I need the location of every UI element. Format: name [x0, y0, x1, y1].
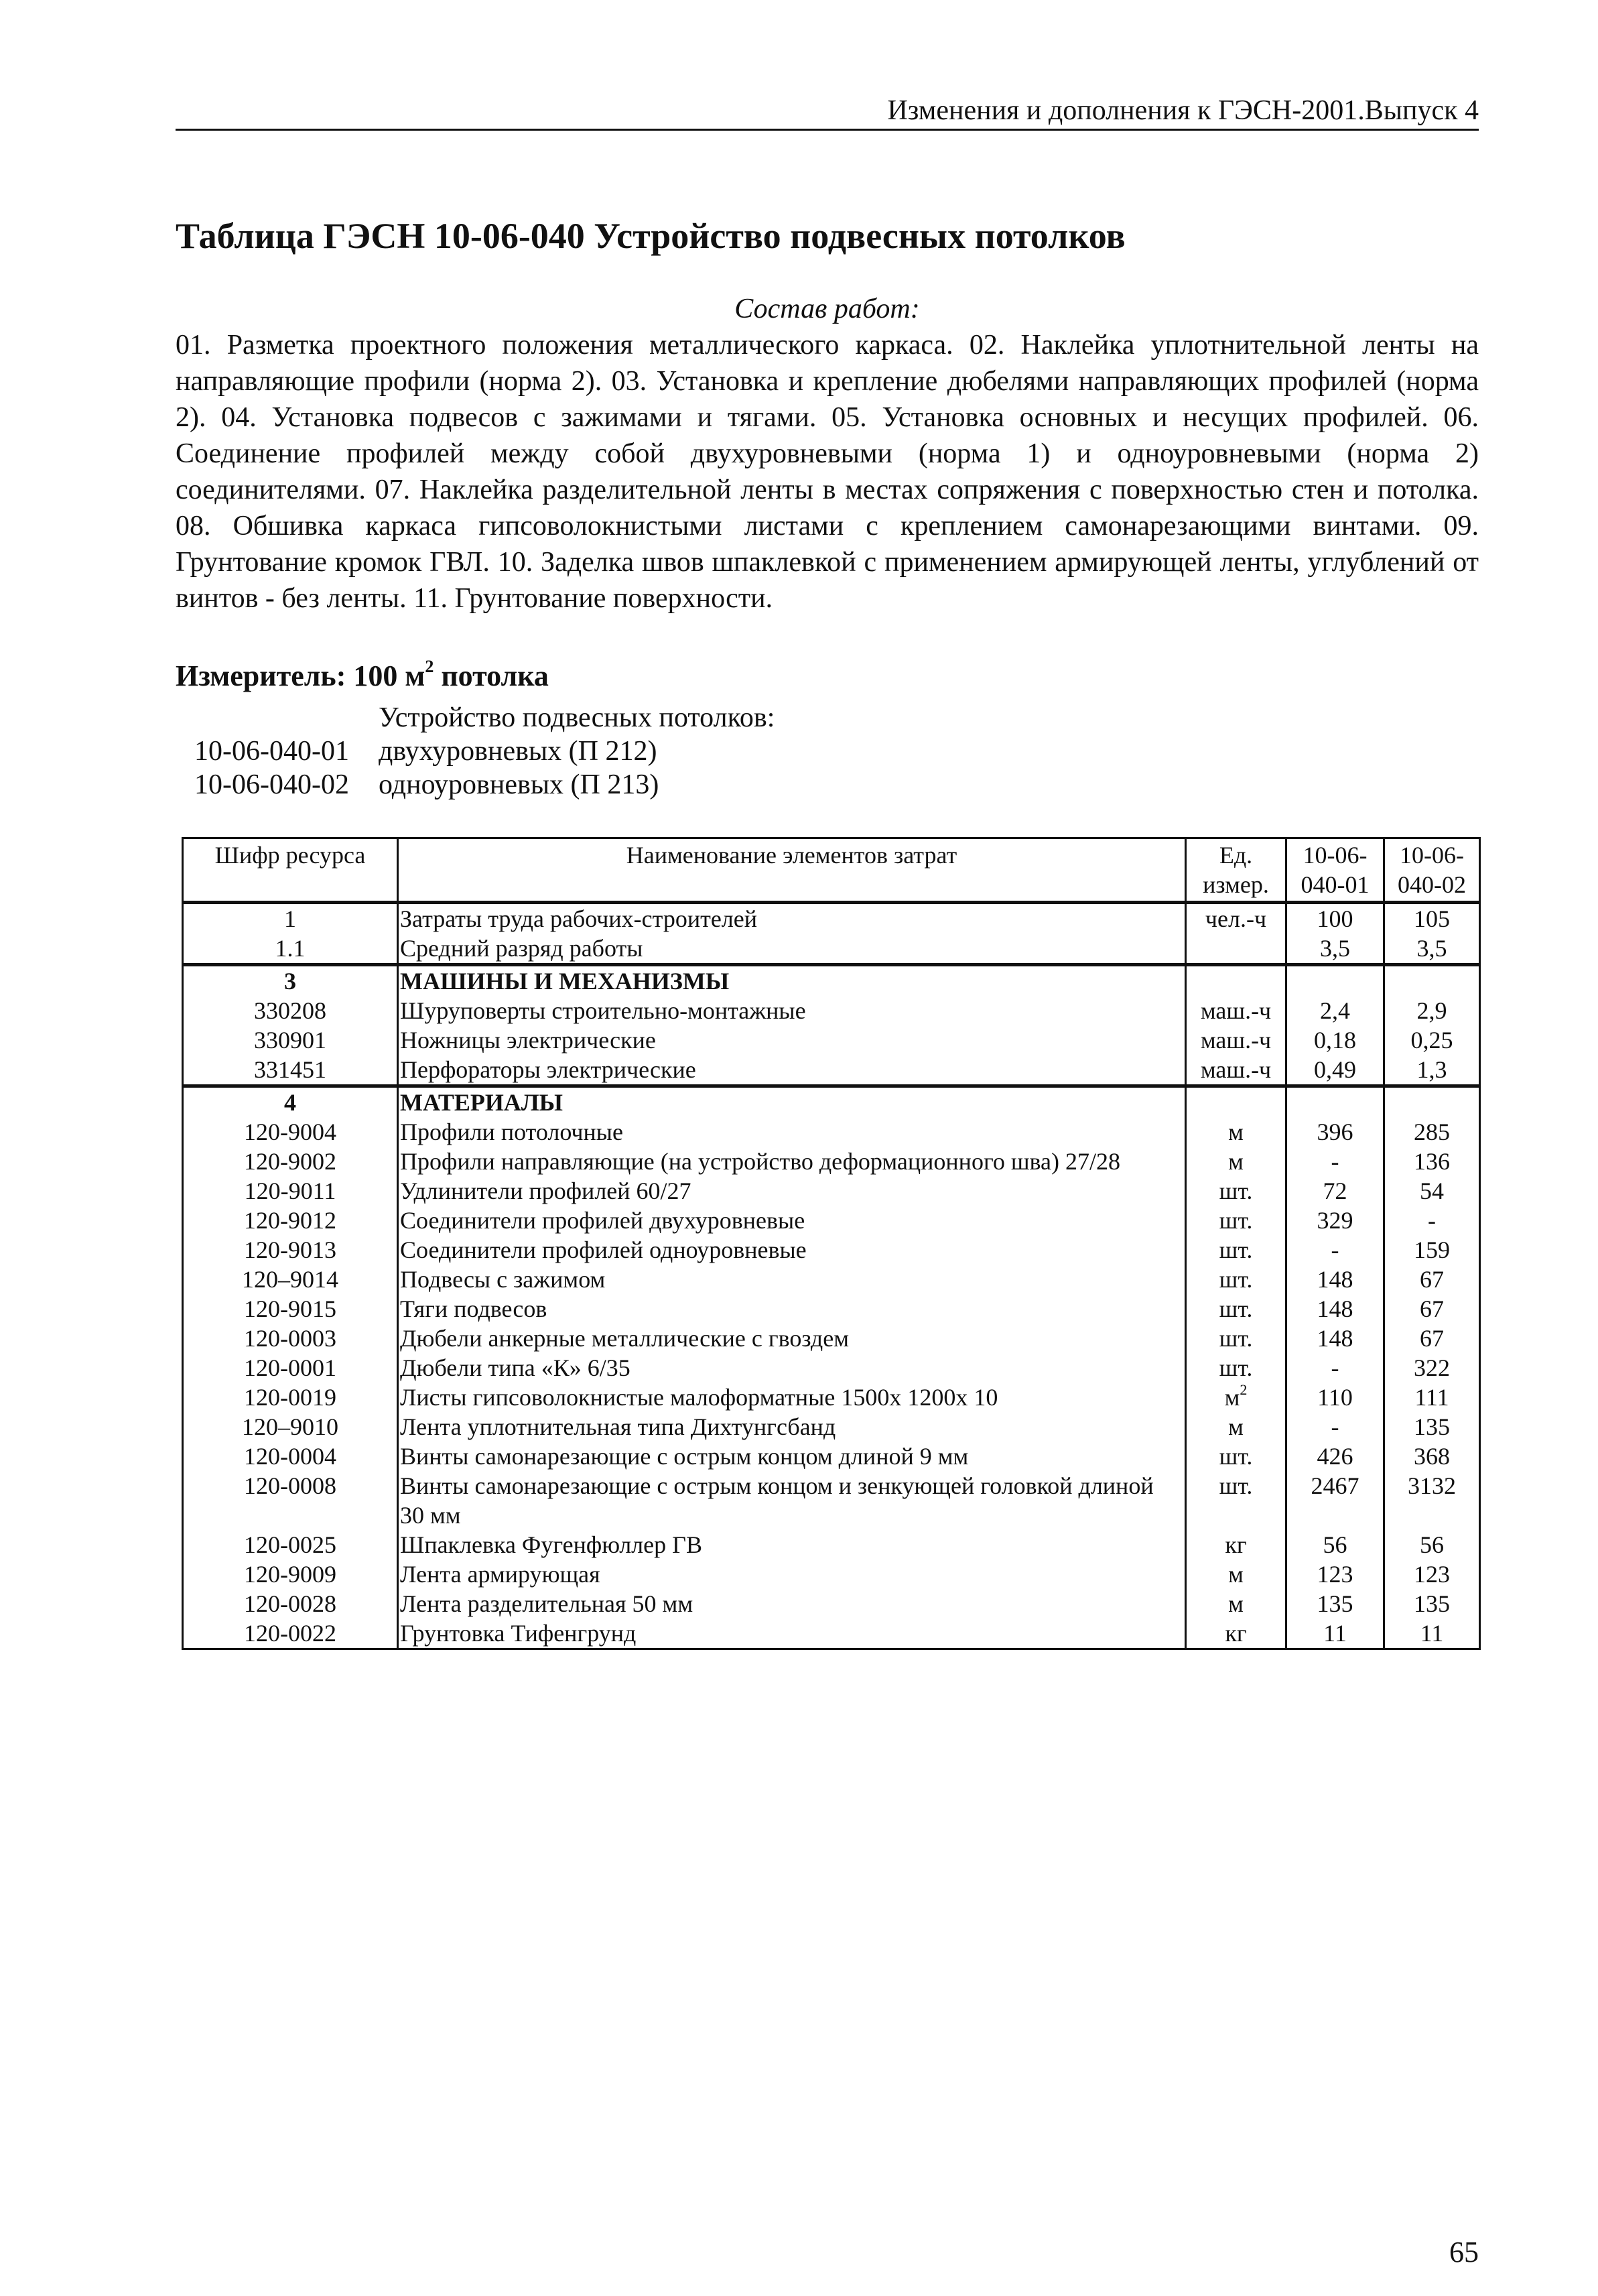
cost-element-name-cell: Лента армирующая: [398, 1559, 1186, 1589]
page-number: 65: [1449, 2236, 1479, 2269]
table-row: [183, 1559, 1480, 1589]
norm-02-value-cell: 136: [1384, 1147, 1480, 1176]
table-row: [183, 1294, 1480, 1324]
cost-element-name-cell: Затраты труда рабочих-строителей: [398, 903, 1186, 934]
cost-element-name-cell: Соединители профилей двухуровневые: [398, 1206, 1186, 1235]
resource-table: [182, 837, 1481, 1650]
table-row: [183, 1442, 1480, 1471]
table-row: [183, 1025, 1480, 1055]
unit-cell: чел.-ч: [1186, 903, 1286, 934]
cost-element-name-cell: Дюбели типа «К» 6/35: [398, 1353, 1186, 1383]
unit-cell: маш.-ч: [1186, 1055, 1286, 1086]
norm-01-value-cell: 148: [1286, 1324, 1384, 1353]
cost-element-name-cell: Шуруповерты строительно-монтажные: [398, 996, 1186, 1025]
unit-cell: м: [1186, 1589, 1286, 1618]
work-composition-heading: Состав работ:: [734, 294, 920, 324]
cost-element-name-cell: Ножницы электрические: [398, 1025, 1186, 1055]
norm-02-value-cell: 159: [1384, 1235, 1480, 1265]
resource-code-cell: 120-0008: [183, 1471, 398, 1530]
norm-02-value-cell: 67: [1384, 1324, 1480, 1353]
resource-code-cell: 120-0028: [183, 1589, 398, 1618]
norm-01-value-cell: 135: [1286, 1589, 1384, 1618]
meter-suffix: потолка: [434, 659, 549, 692]
unit-text: м: [1224, 1384, 1240, 1411]
unit-cell: кг: [1186, 1618, 1286, 1649]
cost-element-name-cell: Дюбели анкерные металлические с гвоздем: [398, 1324, 1186, 1353]
resource-code-cell: 1.1: [183, 934, 398, 965]
norm-02-value-cell: 67: [1384, 1294, 1480, 1324]
norm-02-value-cell: 56: [1384, 1530, 1480, 1559]
table-row: [183, 1471, 1480, 1530]
resource-code-cell: 330901: [183, 1025, 398, 1055]
norm-01-value-cell: 396: [1286, 1117, 1384, 1147]
unit-cell: шт.: [1186, 1265, 1286, 1294]
unit-cell: шт.: [1186, 1442, 1286, 1471]
cost-element-name-cell: Подвесы с зажимом: [398, 1265, 1186, 1294]
table-row: [183, 1324, 1480, 1353]
norm-02-value-cell: 285: [1384, 1117, 1480, 1147]
table-row: [183, 1235, 1480, 1265]
norm-02-value-cell: 111: [1384, 1383, 1480, 1412]
table-row: [183, 1176, 1480, 1206]
unit-cell: [1186, 934, 1286, 965]
norm-name: двухуровневых (П 212): [379, 736, 657, 767]
unit-cell: [1186, 1383, 1286, 1412]
table-row: [183, 1589, 1480, 1618]
table-row: [183, 1206, 1480, 1235]
cost-element-name-cell: Лента уплотнительная типа Дихтунгсбанд: [398, 1412, 1186, 1442]
unit-cell: кг: [1186, 1530, 1286, 1559]
norm-02-value-cell: 135: [1384, 1589, 1480, 1618]
norm-name: одноуровневых (П 213): [379, 769, 659, 800]
unit-cell: [1186, 1086, 1286, 1118]
norm-01-value-cell: -: [1286, 1147, 1384, 1176]
norm-01-value-cell: 72: [1286, 1176, 1384, 1206]
norm-01-value-cell: 11: [1286, 1618, 1384, 1649]
norm-02-value-cell: 322: [1384, 1353, 1480, 1383]
cost-element-name-cell: МАТЕРИАЛЫ: [398, 1086, 1186, 1118]
unit-cell: шт.: [1186, 1176, 1286, 1206]
norm-02-value-cell: 2,9: [1384, 996, 1480, 1025]
norm-01-value-cell: 148: [1286, 1294, 1384, 1324]
table-row: [183, 1055, 1480, 1086]
norm-02-value-cell: 67: [1384, 1265, 1480, 1294]
norm-02-value-cell: 0,25: [1384, 1025, 1480, 1055]
norm-02-value-cell: 3,5: [1384, 934, 1480, 965]
table-header-row: [183, 838, 1480, 903]
cost-element-name-cell: Профили потолочные: [398, 1117, 1186, 1147]
header-resource-code: Шифр ресурса: [183, 838, 398, 903]
norm-01-value-cell: -: [1286, 1353, 1384, 1383]
unit-cell: шт.: [1186, 1206, 1286, 1235]
norm-01-value-cell: 56: [1286, 1530, 1384, 1559]
resource-code-cell: 120-9011: [183, 1176, 398, 1206]
table-row: [183, 1530, 1480, 1559]
unit-cell: [1186, 965, 1286, 997]
norm-01-value-cell: 3,5: [1286, 934, 1384, 965]
norm-01-value-cell: 123: [1286, 1559, 1384, 1589]
cost-element-name-cell: Лента разделительная 50 мм: [398, 1589, 1186, 1618]
unit-cell: маш.-ч: [1186, 1025, 1286, 1055]
cost-element-name-cell: Шпаклевка Фугенфюллер ГВ: [398, 1530, 1186, 1559]
unit-cell: м: [1186, 1412, 1286, 1442]
norm-01-value-cell: 0,18: [1286, 1025, 1384, 1055]
table-row: [183, 1086, 1480, 1118]
norm-01-value-cell: [1286, 965, 1384, 997]
table-body: [183, 903, 1480, 1649]
cost-element-name-cell: Грунтовка Тифенгрунд: [398, 1618, 1186, 1649]
unit-cell: шт.: [1186, 1353, 1286, 1383]
table-row: [183, 965, 1480, 997]
cost-element-name-cell: Тяги подвесов: [398, 1294, 1186, 1324]
norm-01-value-cell: 329: [1286, 1206, 1384, 1235]
norm-02-value-cell: 11: [1384, 1618, 1480, 1649]
table-row: [183, 934, 1480, 965]
cost-element-name-cell: Соединители профилей одноуровневые: [398, 1235, 1186, 1265]
resource-code-cell: 120-9009: [183, 1559, 398, 1589]
header-norm-02: 10-06-040-02: [1384, 838, 1480, 903]
norm-01-value-cell: 2,4: [1286, 996, 1384, 1025]
table-row: [183, 1412, 1480, 1442]
cost-element-name-cell: МАШИНЫ И МЕХАНИЗМЫ: [398, 965, 1186, 997]
work-composition-text: 01. Разметка проектного положения металлического каркаса. 02. Наклейка уплотнительной ленты на направляющие профили (норма 2). 03. Установка и крепление дюбелями направляющих профилей (норма 2). 04. Установка подвесов с зажимами и тягами. 05. Установка основных и несущих профилей. 06. Соединение профилей между собой двухуровневыми (норма 1) и одноуровневыми (норма 2) соединителями. 07. Наклейка разделительной ленты в местах сопряжения с поверхностью стен и потолка. 08. Обшивка каркаса гипсоволокнистыми листами с креплением самонарезающими винтами. 09. Грунтование кромок ГВЛ. 10. Заделка швов шпаклевкой с применением армирующей ленты, углублений от винтов - без ленты. 11. Грунтование поверхности.: [176, 330, 1479, 614]
table-row: [183, 1147, 1480, 1176]
meter-line: [176, 658, 1479, 694]
unit-exponent: 2: [1240, 1381, 1248, 1398]
norm-02-value-cell: -: [1384, 1206, 1480, 1235]
meter-label: Измеритель: 100 м: [176, 659, 425, 692]
cost-element-name-cell: Удлинители профилей 60/27: [398, 1176, 1186, 1206]
table-row: [183, 1353, 1480, 1383]
cost-element-name-cell: Профили направляющие (на устройство деформационного шва) 27/28: [398, 1147, 1186, 1176]
unit-cell: шт.: [1186, 1294, 1286, 1324]
unit-cell: м: [1186, 1559, 1286, 1589]
norm-02-value-cell: 123: [1384, 1559, 1480, 1589]
unit-cell: маш.-ч: [1186, 996, 1286, 1025]
table-row: [183, 996, 1480, 1025]
norms-heading: Устройство подвесных потолков:: [379, 702, 775, 733]
norm-01-value-cell: -: [1286, 1412, 1384, 1442]
table-title: Таблица ГЭСН 10-06-040 Устройство подвесных потолков: [176, 216, 1126, 256]
norms-list: [194, 701, 775, 802]
resource-code-cell: 120-0025: [183, 1530, 398, 1559]
resource-code-cell: 120-0003: [183, 1324, 398, 1353]
header-unit: Ед. измер.: [1186, 838, 1286, 903]
resource-code-cell: 120-0019: [183, 1383, 398, 1412]
norm-01-value-cell: 148: [1286, 1265, 1384, 1294]
resource-code-cell: 120-9013: [183, 1235, 398, 1265]
resource-code-cell: 330208: [183, 996, 398, 1025]
resource-code-cell: 331451: [183, 1055, 398, 1086]
resource-code-cell: 4: [183, 1086, 398, 1118]
norm-01-value-cell: 110: [1286, 1383, 1384, 1412]
table-row: [183, 1383, 1480, 1412]
running-header: Изменения и дополнения к ГЭСН-2001.Выпуск 4: [887, 95, 1479, 126]
cost-element-name-cell: Винты самонарезающие с острым концом и зенкующей головкой длиной 30 мм: [398, 1471, 1186, 1530]
cost-element-name-cell: Листы гипсоволокнистые малоформатные 1500х 1200х 10: [398, 1383, 1186, 1412]
resource-code-cell: 120-0001: [183, 1353, 398, 1383]
norm-02-value-cell: 1,3: [1384, 1055, 1480, 1086]
unit-cell: шт.: [1186, 1471, 1286, 1530]
resource-code-cell: 120-9015: [183, 1294, 398, 1324]
norm-02-value-cell: 54: [1384, 1176, 1480, 1206]
norm-02-value-cell: 105: [1384, 903, 1480, 934]
resource-code-cell: 120-0022: [183, 1618, 398, 1649]
resource-code-cell: 120–9014: [183, 1265, 398, 1294]
cost-element-name-cell: Перфораторы электрические: [398, 1055, 1186, 1086]
norm-02-value-cell: [1384, 1086, 1480, 1118]
resource-code-cell: 120-9012: [183, 1206, 398, 1235]
header-cost-element-name: Наименование элементов затрат: [398, 838, 1186, 903]
table-row: [183, 1117, 1480, 1147]
norm-code: 10-06-040-01: [194, 736, 349, 767]
resource-code-cell: 3: [183, 965, 398, 997]
table-row: [183, 903, 1480, 934]
resource-code-cell: 120–9010: [183, 1412, 398, 1442]
header-norm-01: 10-06-040-01: [1286, 838, 1384, 903]
norm-02-value-cell: 368: [1384, 1442, 1480, 1471]
norm-01-value-cell: 426: [1286, 1442, 1384, 1471]
norm-01-value-cell: [1286, 1086, 1384, 1118]
norm-02-value-cell: [1384, 965, 1480, 997]
table-row: [183, 1618, 1480, 1649]
table-row: [183, 1265, 1480, 1294]
meter-unit-exponent: 2: [425, 657, 434, 676]
norm-item: [194, 768, 775, 802]
norm-01-value-cell: 100: [1286, 903, 1384, 934]
cost-element-name-cell: Средний разряд работы: [398, 934, 1186, 965]
resource-code-cell: 120-9004: [183, 1117, 398, 1147]
norm-02-value-cell: 3132: [1384, 1471, 1480, 1530]
norm-code: 10-06-040-02: [194, 769, 349, 800]
norm-01-value-cell: 0,49: [1286, 1055, 1384, 1086]
unit-cell: м: [1186, 1147, 1286, 1176]
norm-item: [194, 735, 775, 768]
norm-01-value-cell: 2467: [1286, 1471, 1384, 1530]
cost-element-name-cell: Винты самонарезающие с острым концом длиной 9 мм: [398, 1442, 1186, 1471]
unit-cell: м: [1186, 1117, 1286, 1147]
resource-code-cell: 120-9002: [183, 1147, 398, 1176]
unit-cell: шт.: [1186, 1324, 1286, 1353]
resource-code-cell: 120-0004: [183, 1442, 398, 1471]
unit-cell: шт.: [1186, 1235, 1286, 1265]
norm-01-value-cell: -: [1286, 1235, 1384, 1265]
norm-02-value-cell: 135: [1384, 1412, 1480, 1442]
header-rule: [176, 129, 1479, 131]
resource-code-cell: 1: [183, 903, 398, 934]
